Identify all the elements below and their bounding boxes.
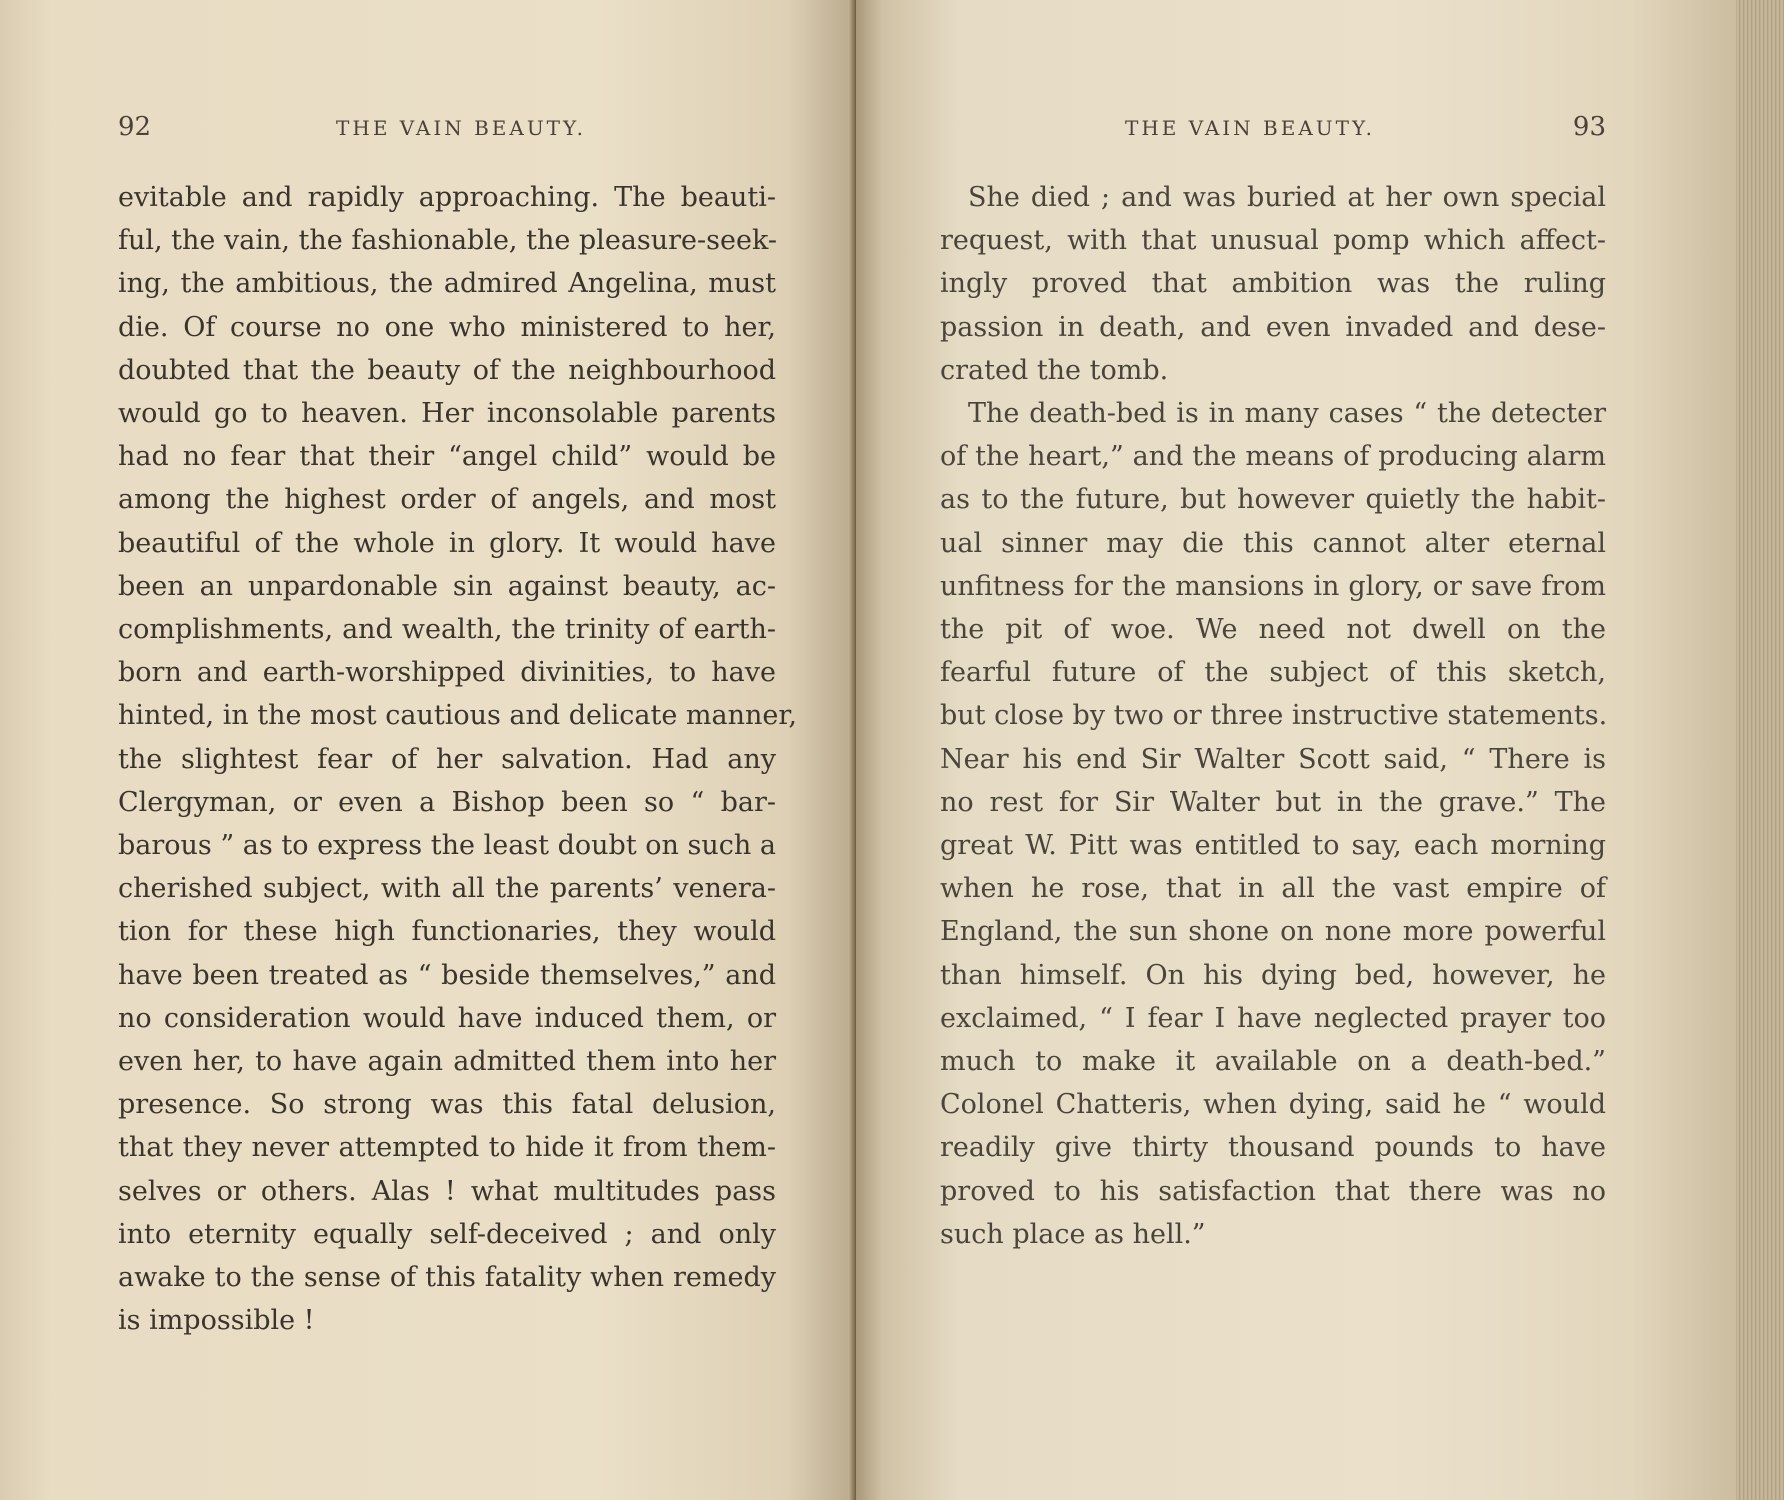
text-line: ful, the vain, the fashionable, the pleasure-seek- bbox=[118, 225, 777, 257]
text-line: exclaimed, “ I fear I have neglected prayer too bbox=[940, 1002, 1606, 1034]
text-line: as to the future, but however quietly the habit- bbox=[940, 484, 1606, 516]
text-line: Colonel Chatteris, when dying, said he “ would bbox=[940, 1089, 1606, 1121]
text-line: no consideration would have induced them, or bbox=[118, 1002, 776, 1034]
text-line: the slightest fear of her salvation. Had any bbox=[118, 743, 776, 775]
text-line: crated the tomb. bbox=[940, 354, 1169, 386]
text-line: proved to his satisfaction that there was no bbox=[940, 1175, 1606, 1207]
left-page-number: 92 bbox=[118, 112, 152, 142]
text-line: awake to the sense of this fatality when remedy bbox=[118, 1262, 776, 1294]
text-line: is impossible ! bbox=[118, 1305, 315, 1337]
page-edges bbox=[1736, 0, 1784, 1500]
text-line: ing, the ambitious, the admired Angelina, must bbox=[118, 268, 776, 300]
text-line: cherished subject, with all the parents’ venera- bbox=[118, 873, 776, 905]
text-line: had no fear that their “angel child” would be bbox=[118, 441, 776, 473]
text-line: England, the sun shone on none more powerful bbox=[940, 916, 1606, 948]
text-line: beautiful of the whole in glory. It would have bbox=[118, 527, 776, 559]
text-line: selves or others. Alas ! what multitudes pass bbox=[118, 1175, 776, 1207]
text-line: into eternity equally self-deceived ; and only bbox=[118, 1218, 776, 1250]
left-running-title: THE VAIN BEAUTY. bbox=[336, 116, 586, 140]
text-line: ual sinner may die this cannot alter eternal bbox=[940, 527, 1606, 559]
left-page bbox=[0, 0, 856, 1500]
text-line: Clergyman, or even a Bishop been so “ bar- bbox=[118, 786, 776, 818]
text-line: the pit of woe. We need not dwell on the bbox=[940, 614, 1606, 646]
text-line: when he rose, that in all the vast empire of bbox=[940, 873, 1606, 905]
text-line: barous ” as to express the least doubt on such a bbox=[118, 830, 776, 862]
text-line: born and earth-worshipped divinities, to have bbox=[118, 657, 776, 689]
text-line: Near his end Sir Walter Scott said, “ There is bbox=[940, 743, 1606, 775]
text-line: die. Of course no one who ministered to her, bbox=[118, 311, 776, 343]
text-line: that they never attempted to hide it from them- bbox=[118, 1132, 776, 1164]
text-line: would go to heaven. Her inconsolable parents bbox=[118, 398, 776, 430]
text-line: hinted, in the most cautious and delicate manner, bbox=[118, 700, 797, 732]
text-line: but close by two or three instructive statements. bbox=[940, 700, 1608, 732]
text-line: such place as hell.” bbox=[940, 1218, 1206, 1250]
text-line: request, with that unusual pomp which affect- bbox=[940, 225, 1606, 257]
text-line: much to make it available on a death-bed.” bbox=[940, 1046, 1606, 1078]
text-line: passion in death, and even invaded and dese- bbox=[940, 311, 1606, 343]
text-line: She died ; and was buried at her own special bbox=[968, 182, 1606, 213]
text-line: unfitness for the mansions in glory, or save from bbox=[940, 570, 1606, 602]
text-line: no rest for Sir Walter but in the grave.” The bbox=[940, 786, 1606, 818]
text-line: readily give thirty thousand pounds to have bbox=[940, 1132, 1606, 1164]
text-line: ingly proved that ambition was the ruling bbox=[940, 268, 1606, 300]
right-body-text bbox=[940, 176, 1606, 1256]
text-line: have been treated as “ beside themselves,” and bbox=[118, 959, 776, 991]
text-line: been an unpardonable sin against beauty, ac- bbox=[118, 570, 776, 602]
right-page bbox=[856, 0, 1736, 1500]
text-line: among the highest order of angels, and most bbox=[118, 484, 776, 516]
text-line: than himself. On his dying bed, however, he bbox=[940, 959, 1606, 991]
text-line: The death-bed is in many cases “ the detecter bbox=[968, 398, 1606, 430]
text-line: fearful future of the subject of this sketch, bbox=[940, 657, 1606, 689]
text-line: of the heart,” and the means of producing alarm bbox=[940, 441, 1606, 473]
left-body-text bbox=[118, 176, 797, 1342]
left-running-head bbox=[118, 112, 776, 156]
right-page-number: 93 bbox=[1572, 112, 1606, 142]
text-line: complishments, and wealth, the trinity of earth- bbox=[118, 614, 776, 646]
text-line: presence. So strong was this fatal delusion, bbox=[118, 1089, 776, 1121]
text-line: great W. Pitt was entitled to say, each morning bbox=[940, 830, 1606, 862]
text-line: evitable and rapidly approaching. The beauti- bbox=[118, 182, 776, 213]
text-line: doubted that the beauty of the neighbourhood bbox=[118, 354, 776, 386]
text-line: tion for these high functionaries, they would bbox=[118, 916, 776, 948]
right-running-title: THE VAIN BEAUTY. bbox=[1125, 116, 1375, 140]
right-running-head bbox=[940, 112, 1606, 156]
text-line: even her, to have again admitted them into her bbox=[118, 1046, 776, 1078]
